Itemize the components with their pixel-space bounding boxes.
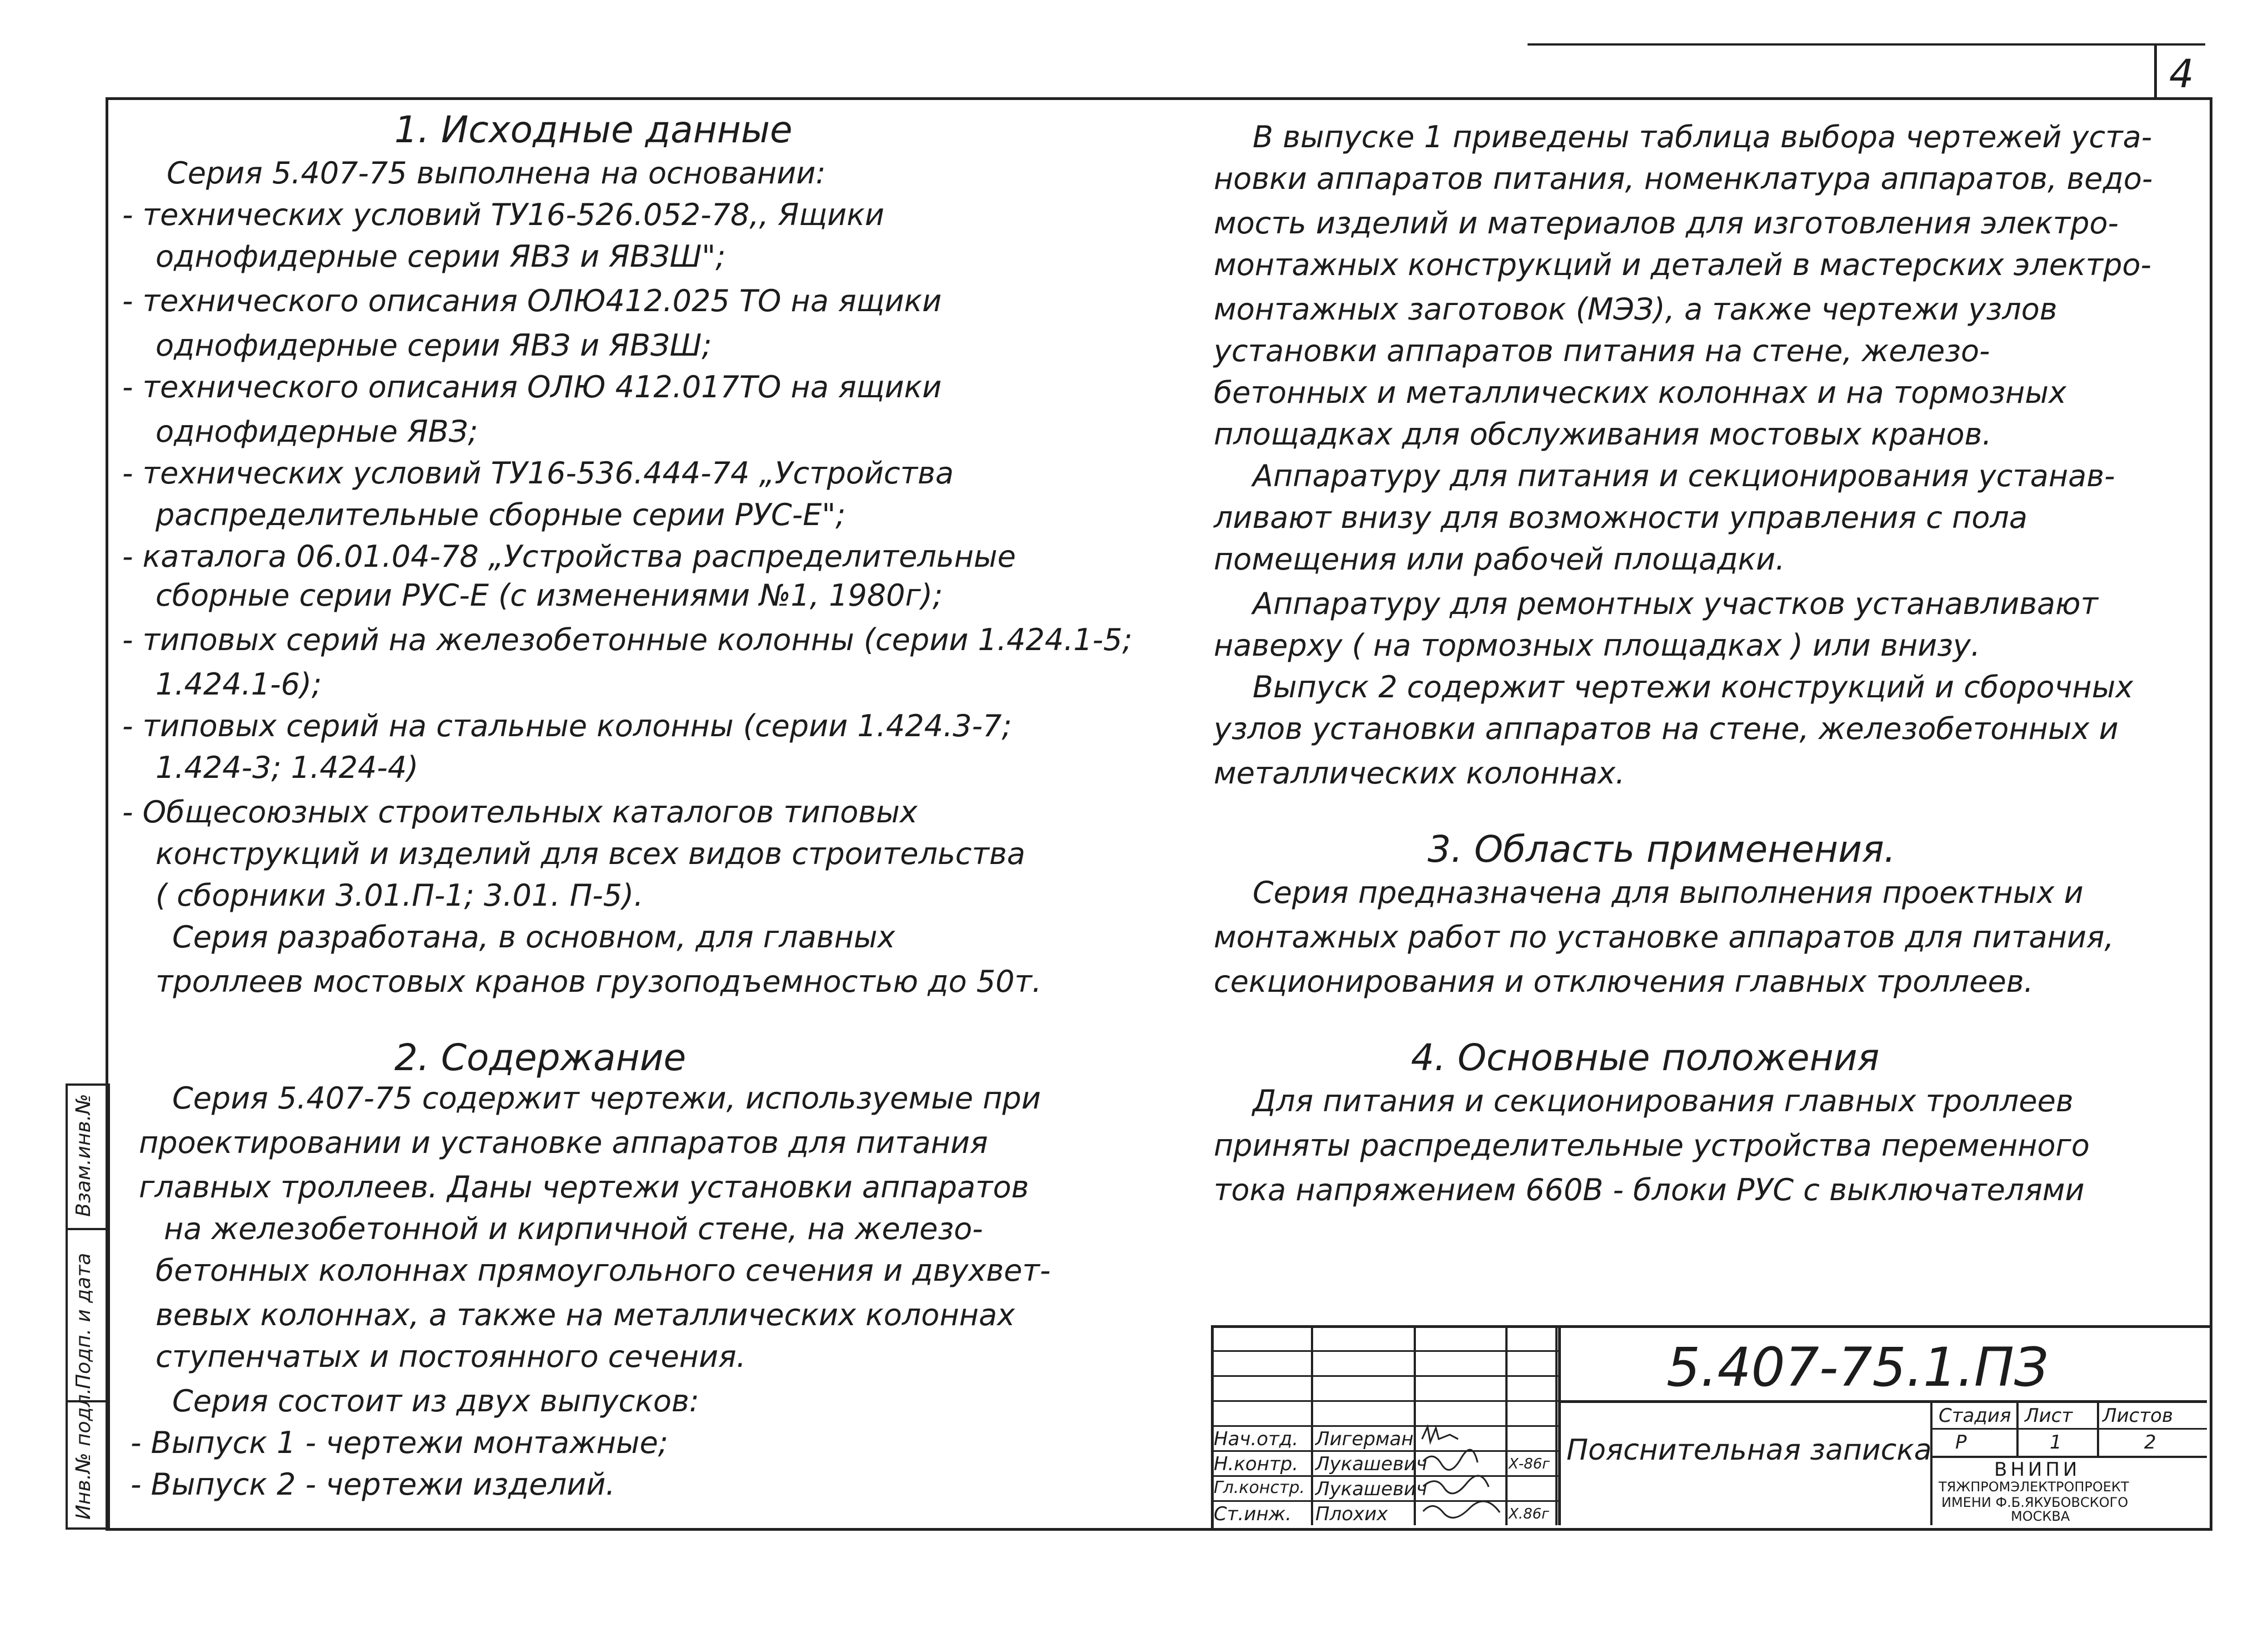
text-line: - технических условий ТУ16-526.052-78,, Ящики [122, 197, 884, 232]
org-line: ИМЕНИ Ф.Б.ЯКУБОВСКОГО [1941, 1495, 2129, 1510]
text-line: - Выпуск 2 - чертежи изделий. [131, 1467, 615, 1502]
text-line: Серия разработана, в основном, для главных [172, 920, 895, 955]
text-line: вевых колоннах, а также на металлических колоннах [156, 1297, 1015, 1332]
text-line: Аппаратуру для ремонтных участков устанавливают [1253, 586, 2099, 621]
text-line: главных троллеев. Даны чертежи установки аппаратов [139, 1170, 1029, 1205]
section1-title: 1. Исходные данные [394, 108, 793, 151]
text-line: мость изделий и материалов для изготовления электро- [1214, 206, 2119, 241]
text-line: однофидерные серии ЯВЗ и ЯВЗШ; [156, 328, 712, 363]
text-line: на железобетонной и кирпичной стене, на железо- [164, 1211, 983, 1246]
text-line: Аппаратуру для питания и секционирования устанав- [1253, 458, 2115, 493]
text-line: - технических условий ТУ16-536.444-74 „Устройства [122, 456, 954, 491]
text-line: конструкций и изделий для всех видов строительства [156, 836, 1025, 871]
signer-name: Лукашевич [1315, 1478, 1428, 1500]
signer-role: Гл.констр. [1214, 1478, 1305, 1497]
sheet-header: Лист [2025, 1405, 2073, 1427]
text-line: - типовых серий на стальные колонны (серии 1.424.3-7; [122, 708, 1012, 743]
margin-label-sign: Подп. и дата [72, 1252, 95, 1389]
text-line: проектировании и установке аппаратов для питания [139, 1125, 988, 1160]
sheets-header: Листов [2102, 1405, 2174, 1427]
text-line: - типовых серий на железобетонные колонны (серии 1.424.1-5; [122, 622, 1133, 657]
stage-header: Стадия [1939, 1405, 2011, 1427]
margin-label-inv: Инв.№ подл. [72, 1388, 95, 1520]
org-line: ВНИПИ [1994, 1459, 2081, 1481]
text-line: В выпуске 1 приведены таблица выбора чертежей уста- [1253, 119, 2152, 154]
sheet-number: 4 [2169, 51, 2194, 97]
text-line: - Выпуск 1 - чертежи монтажные; [131, 1425, 668, 1460]
text-line: металлических колоннах. [1214, 756, 1625, 791]
signer-role: Н.контр. [1214, 1453, 1299, 1475]
signer-name: Плохих [1315, 1503, 1388, 1525]
signer-role: Нач.отд. [1214, 1428, 1299, 1450]
text-line: однофидерные серии ЯВЗ и ЯВЗШ"; [156, 239, 726, 274]
text-line: однофидерные ЯВЗ; [156, 414, 478, 449]
signatures-graphic [1416, 1422, 1505, 1525]
margin-label-replace: Взам.инв.№ [72, 1093, 95, 1217]
signer-role: Ст.инж. [1214, 1503, 1292, 1525]
signer-date: Х-86г [1509, 1456, 1550, 1472]
text-line: тока напряжением 660В - блоки РУС с выключателями [1214, 1172, 2085, 1207]
stage-value: Р [1955, 1431, 1967, 1454]
text-line: Выпуск 2 содержит чертежи конструкций и сборочных [1253, 670, 2134, 705]
text-line: сборные серии РУС-Е (с изменениями №1, 1980г); [156, 578, 943, 613]
text-line: приняты распределительные устройства переменного [1214, 1128, 2090, 1163]
signer-name: Лукашевич [1315, 1453, 1428, 1475]
text-line: - технического описания ОЛЮ412.025 ТО на ящики [122, 283, 942, 318]
top-rule [1528, 43, 2205, 46]
text-line: новки аппаратов питания, номенклатура аппаратов, ведо- [1214, 161, 2153, 196]
text-line: распределительные сборные серии РУС-Е"; [156, 497, 846, 532]
text-line: - каталога 06.01.04-78 „Устройства распределительные [122, 539, 1016, 574]
section2-title: 2. Содержание [394, 1036, 687, 1079]
document-name: Пояснительная записка [1566, 1434, 1932, 1467]
sheets-value: 2 [2144, 1431, 2156, 1454]
org-line: МОСКВА [2011, 1509, 2070, 1524]
text-line: площадках для обслуживания мостовых кранов. [1214, 417, 1992, 452]
text-line: 1.424.1-6); [156, 667, 322, 702]
text-line: наверху ( на тормозных площадках ) или внизу. [1214, 628, 1981, 663]
text-line: ступенчатых и постоянного сечения. [156, 1339, 746, 1374]
text-line: ливают внизу для возможности управления с пола [1214, 500, 2027, 535]
text-line: узлов установки аппаратов на стене, железобетонных и [1214, 711, 2119, 746]
sheet-number-divider [2154, 43, 2157, 99]
text-line: ( сборники 3.01.П-1; 3.01. П-5). [156, 878, 644, 913]
text-line: секционирования и отключения главных троллеев. [1214, 964, 2034, 999]
signer-name: Лигерман [1315, 1428, 1414, 1450]
text-line: монтажных конструкций и деталей в мастерских электро- [1214, 247, 2152, 282]
text-line: Для питания и секционирования главных троллеев [1253, 1083, 2074, 1118]
section4-title: 4. Основные положения [1411, 1036, 1880, 1079]
text-line: - технического описания ОЛЮ 412.017ТО на ящики [122, 369, 942, 404]
document-code: 5.407-75.1.ПЗ [1666, 1336, 2049, 1399]
text-line: помещения или рабочей площадки. [1214, 542, 1785, 577]
text-line: монтажных заготовок (МЭЗ), а также чертежи узлов [1214, 292, 2057, 327]
sheet-value: 1 [2050, 1431, 2062, 1454]
text-line: 1.424-3; 1.424-4) [156, 750, 419, 785]
text-line: Серия предназначена для выполнения проектных и [1253, 875, 2084, 910]
text-line: установки аппаратов питания на стене, железо- [1214, 333, 1990, 368]
section3-title: 3. Область применения. [1428, 828, 1896, 871]
text-line: Серия 5.407-75 выполнена на основании: [167, 156, 826, 191]
text-line: бетонных колоннах прямоугольного сечения и двухвет- [156, 1253, 1051, 1288]
org-line: ТЯЖПРОМЭЛЕКТРОПРОЕКТ [1939, 1479, 2129, 1495]
text-line: троллеев мостовых кранов грузоподъемностью до 50т. [156, 964, 1042, 999]
signer-date: Х.86г [1509, 1506, 1549, 1522]
text-line: Серия состоит из двух выпусков: [172, 1384, 699, 1419]
text-line: монтажных работ по установке аппаратов для питания, [1214, 920, 2114, 955]
text-line: - Общесоюзных строительных каталогов типовых [122, 795, 918, 830]
text-line: Серия 5.407-75 содержит чертежи, используемые при [172, 1081, 1041, 1116]
text-line: бетонных и металлических колоннах и на тормозных [1214, 375, 2066, 410]
